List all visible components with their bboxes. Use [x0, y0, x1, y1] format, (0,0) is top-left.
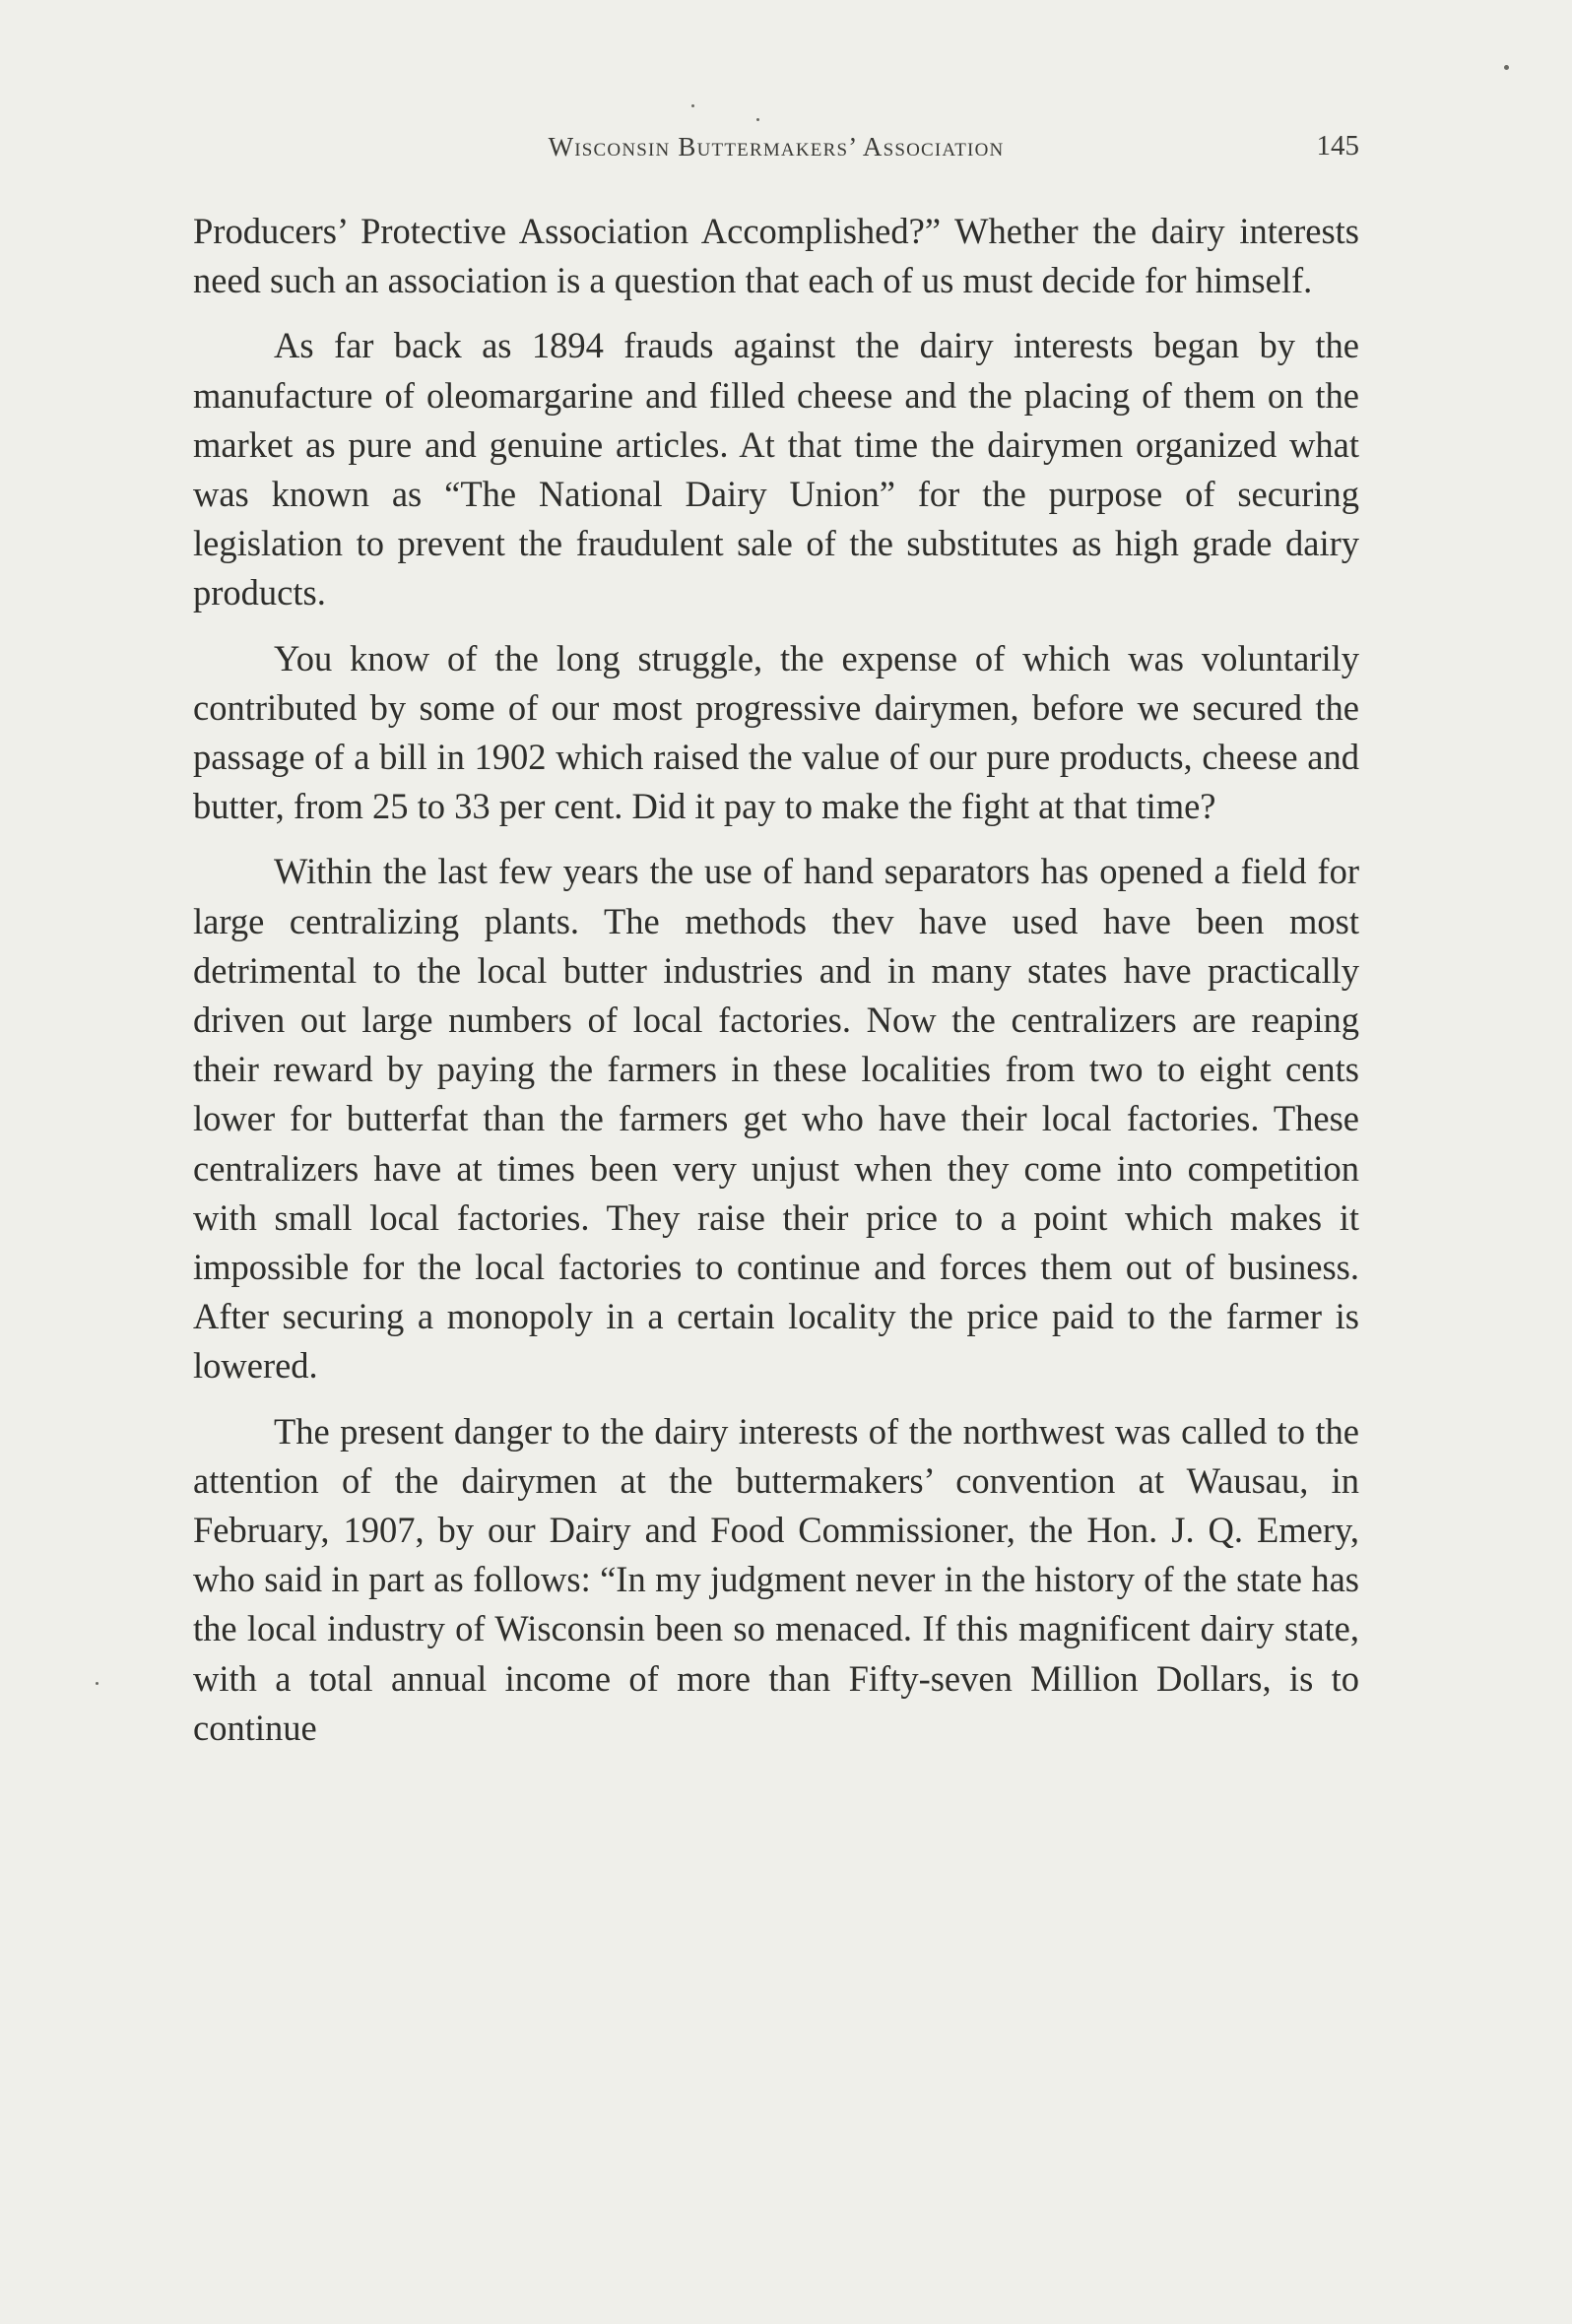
scan-speck: [691, 104, 694, 107]
running-title: Wisconsin Buttermakers’ Association: [548, 132, 1005, 161]
paragraph-4: Within the last few years the use of hand separators has opened a field for large centralizing plants. The methods thev have used have been most detrimental to the local butter industries and in many states have practically driven out large numbers of local factories. Now the centralizers are reaping their reward by paying the farmers in these localities from two to eight cents lower for butterfat than the farmers get who have their local factories. These centralizers have at times been very unjust when they come into competition with small local factories. They raise their price to a point which makes it impossible for the local factories to continue and forces them out of business. After securing a monopoly in a certain locality the price paid to the farmer is lowered.: [193, 851, 1359, 1387]
paragraph-5: The present danger to the dairy interests of the northwest was called to the attention of the dairymen at the buttermakers’ convention at Wausau, in February, 1907, by our Dairy and Food Commissioner, the Hon. J. Q. Emery, who said in part as follows: “In my judgment never in the history of the state has the local industry of Wisconsin been so menaced. If this magnificent dairy state, with a total annual income of more than Fifty-seven Million Dollars, is to continue: [193, 1410, 1359, 1748]
paragraph-2: As far back as 1894 frauds against the dairy interests began by the manufacture of oleomargarine and filled cheese and the placing of them on the market as pure and genuine articles. At that time the dairymen organized what was known as “The National Dairy Union” for the purpose of securing legislation to prevent the fraudulent sale of the substitutes as high grade dairy products.: [193, 325, 1359, 613]
paragraph-3: You know of the long struggle, the expense of which was voluntarily contributed by some of our most progressive dairymen, before we secured the passage of a bill in 1902 which raised the value of our pure products, cheese and butter, from 25 to 33 per cent. Did it pay to make the fight at that time?: [193, 637, 1359, 827]
page-header: [193, 126, 1359, 175]
scan-speck: [756, 118, 759, 121]
paragraph-1: Producers’ Protective Association Accomplished?” Whether the dairy interests need such an association is a question that each of us must decide for himself.: [193, 211, 1359, 301]
scan-speck: [1504, 65, 1509, 70]
scan-speck: [96, 1682, 98, 1685]
body-text: [193, 207, 1359, 1769]
page-number: 145: [1316, 130, 1359, 161]
